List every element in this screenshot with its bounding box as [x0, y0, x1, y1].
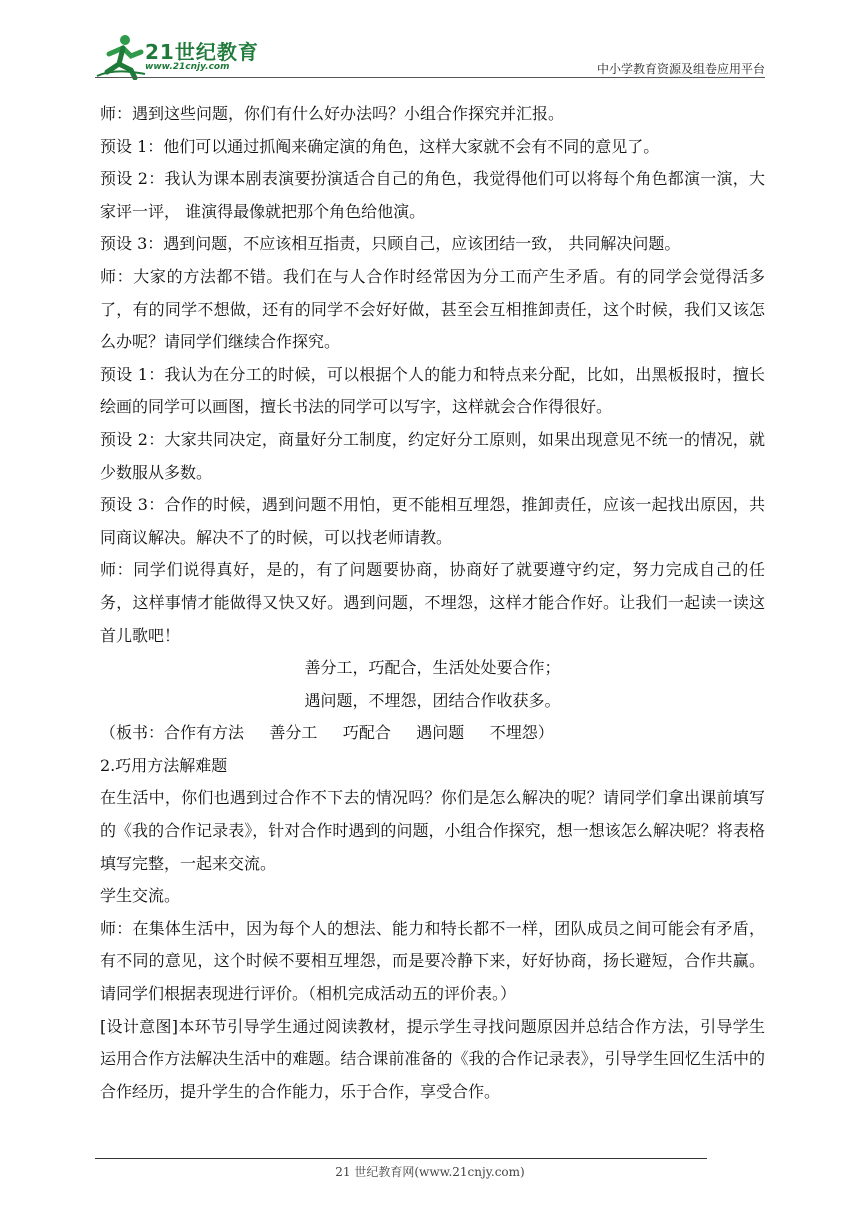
runner-logo-icon: [95, 32, 147, 80]
paragraph: 预设 1：他们可以通过抓阄来确定演的角色，这样大家就不会有不同的意见了。: [100, 136, 660, 156]
document-body: [100, 98, 765, 1108]
paragraph: 师：同学们说得真好，是的，有了问题要协商，协商好了就要遵守约定，努力完成自己的任务，这样事情才能做得又快又好。遇到问题，不埋怨，这样才能合作好。让我们一起读一读这首儿歌吧！: [100, 560, 765, 645]
platform-name: 中小学教育资源及组卷应用平台: [596, 62, 765, 76]
page-header: [95, 30, 765, 82]
paragraph: 师：遇到这些问题，你们有什么好办法吗？小组合作探究并汇报。: [100, 104, 565, 123]
paragraph: 预设 1：我认为在分工的时候，可以根据个人的能力和特点来分配，比如，出黑板报时，擅长绘画的同学可以画图，擅长书法的同学可以写字，这样就会合作得很好。: [100, 364, 765, 417]
paragraph: 在生活中，你们也遇到过合作不下去的情况吗？你们是怎么解决的呢？请同学们拿出课前填写的《我的合作记录表》，针对合作时遇到的问题，小组合作探究，想一想该怎么解决呢？将表格填写完整，一起来交流。: [100, 788, 765, 873]
poem-line: 遇问题，不埋怨，团结合作收获多。: [304, 690, 561, 710]
paragraph: 预设 3：合作的时候，遇到问题不用怕，更不能相互埋怨，推卸责任，应该一起找出原因，共同商议解决。解决不了的时候，可以找老师请教。: [100, 495, 765, 547]
paragraph: 师：在集体生活中，因为每个人的想法、能力和特长都不一样，团队成员之间可能会有矛盾，有不同的意见，这个时候不要相互埋怨，而是要冷静下来，好好协商，扬长避短，合作共赢。请同学们根据表现进行评价。（相机完成活动五的评价表。）: [100, 918, 765, 1004]
poem-line: 善分工，巧配合，生活处处要合作；: [304, 658, 561, 678]
paragraph: 预设 2：大家共同决定，商量好分工制度，约定好分工原则，如果出现意见不统一的情况，就少数服从多数。: [100, 429, 765, 482]
logo-text: 21世纪教育: [145, 40, 259, 64]
paragraph: 预设 2：我认为课本剧表演要扮演适合自己的角色，我觉得他们可以将每个角色都演一演，大家评一评， 谁演得最像就把那个角色给他演。: [100, 169, 765, 221]
section-title: 2.巧用方法解难题: [100, 755, 228, 775]
header-divider: [95, 77, 765, 78]
design-intent: [设计意图]本环节引导学生通过阅读教材，提示学生寻找问题原因并总结合作方法，引导学生运用合作方法解决生活中的难题。结合课前准备的《我的合作记录表》，引导学生回忆生活中的合作经历，提升学生的合作能力，乐于合作，享受合作。: [100, 1016, 765, 1101]
page-footer: 21 世纪教育网(www.21cnjy.com): [335, 1165, 525, 1179]
logo: [95, 32, 265, 80]
paragraph: 师：大家的方法都不错。我们在与人合作时经常因为分工而产生矛盾。有的同学会觉得活多了，有的同学不想做，还有的同学不会好好做，甚至会互相推卸责任，这个时候，我们又该怎么办呢？请同学们继续合作探究。: [100, 266, 765, 352]
paragraph: 预设 3：遇到问题，不应该相互指责，只顾自己，应该团结一致， 共同解决问题。: [100, 234, 681, 254]
board-note: （板书：合作有方法 善分工 巧配合 遇问题 不埋怨）: [100, 723, 554, 743]
footer-divider: [95, 1158, 707, 1159]
paragraph: 学生交流。: [100, 886, 181, 906]
logo-url: www.21cnjy.com: [145, 62, 230, 72]
